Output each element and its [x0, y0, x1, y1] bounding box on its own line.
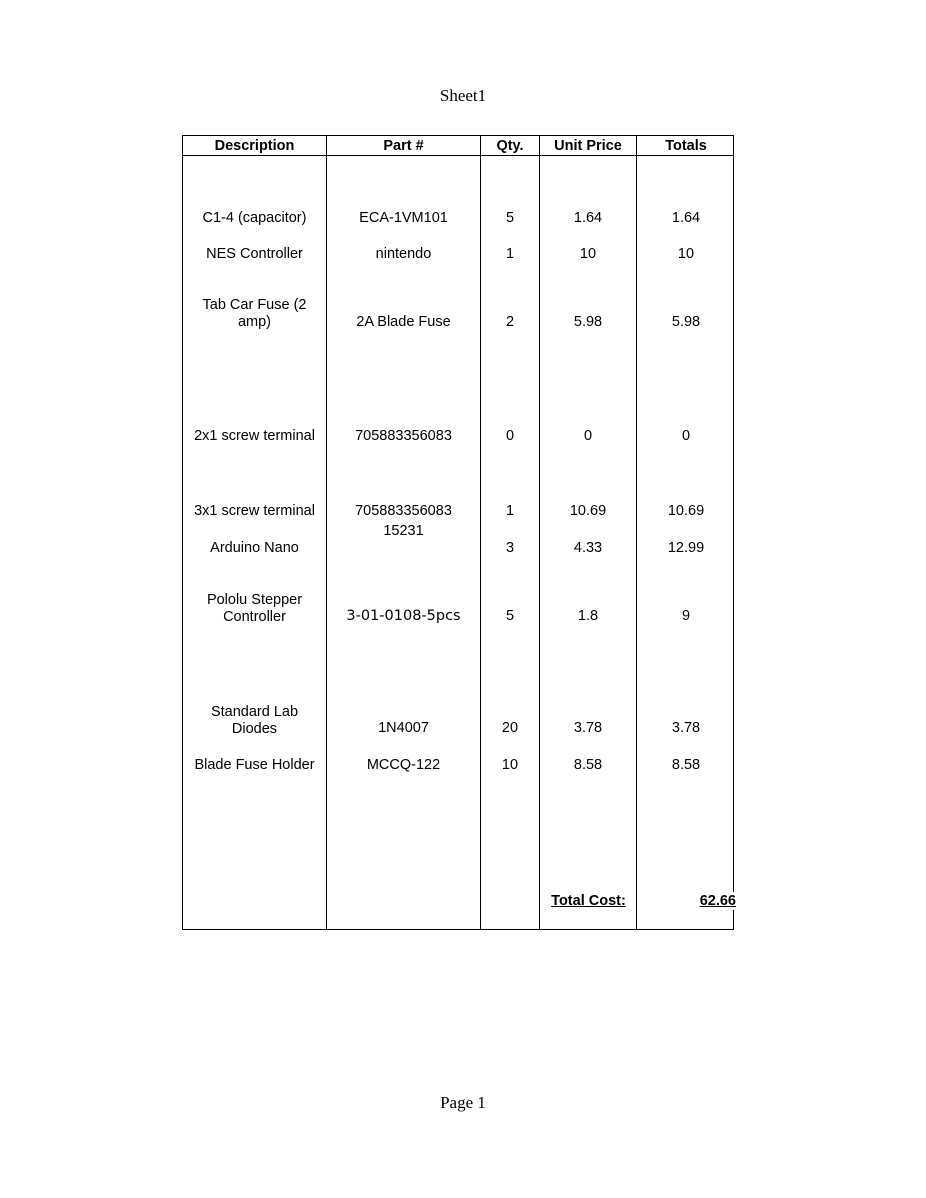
cell-description: Arduino Nano	[210, 540, 299, 556]
cell-part: 3-01-0108-5pcs	[346, 608, 461, 624]
cell-unit-price: 1.64	[573, 210, 603, 226]
cell-unit-price: 8.58	[573, 757, 603, 773]
parts-table	[182, 135, 734, 930]
cell-total: 8.58	[671, 757, 701, 773]
cell-part: 15231	[383, 523, 424, 539]
cell-part: 1N4007	[378, 720, 429, 736]
cell-part: ECA-1VM101	[359, 210, 448, 226]
column-header-unit-price: Unit Price	[554, 138, 622, 154]
page-number: Page 1	[440, 1093, 486, 1112]
cell-part: nintendo	[375, 246, 432, 262]
total-cost-label: Total Cost:	[551, 893, 626, 909]
cell-unit-price: 4.33	[573, 540, 603, 556]
cell-unit-price: 1.8	[577, 608, 599, 624]
cell-total: 10.69	[667, 503, 705, 519]
cell-total: 1.64	[671, 210, 701, 226]
header-divider	[183, 155, 733, 156]
column-header-description: Description	[214, 138, 295, 154]
cell-unit-price: 5.98	[573, 314, 603, 330]
cell-unit-price: 0	[583, 428, 593, 444]
cell-description: Pololu Stepper Controller	[206, 592, 303, 625]
total-cost-value: 62.66	[638, 892, 736, 910]
cell-unit-price: 10	[579, 246, 597, 262]
cell-part: 2A Blade Fuse	[356, 314, 451, 330]
cell-total: 9	[681, 608, 691, 624]
cell-part: MCCQ-122	[366, 757, 441, 773]
cell-qty: 3	[505, 540, 515, 556]
cell-total: 3.78	[671, 720, 701, 736]
cell-total: 12.99	[667, 540, 705, 556]
cell-total: 10	[677, 246, 695, 262]
cell-qty: 0	[505, 428, 515, 444]
cell-qty: 5	[505, 210, 515, 226]
column-header-part: Part #	[383, 138, 424, 154]
cell-unit-price: 10.69	[569, 503, 607, 519]
cell-qty: 5	[505, 608, 515, 624]
cell-description: Blade Fuse Holder	[194, 757, 315, 773]
cell-description: 2x1 screw terminal	[194, 428, 315, 444]
column-header-totals: Totals	[665, 138, 707, 154]
cell-qty: 1	[505, 503, 515, 519]
cell-description: Tab Car Fuse (2 amp)	[202, 297, 307, 330]
cell-total: 0	[681, 428, 691, 444]
sheet-title: Sheet1	[439, 86, 487, 105]
cell-qty: 2	[505, 314, 515, 330]
cell-total: 5.98	[671, 314, 701, 330]
cell-description: C1-4 (capacitor)	[202, 210, 307, 226]
cell-description: NES Controller	[206, 246, 303, 262]
cell-qty: 1	[505, 246, 515, 262]
column-header-qty: Qty.	[496, 138, 524, 154]
cell-description: Standard Lab Diodes	[210, 704, 299, 737]
cell-part: 705883356083	[355, 428, 452, 444]
cell-unit-price: 3.78	[573, 720, 603, 736]
cell-qty: 10	[501, 757, 519, 773]
cell-part: 705883356083	[355, 503, 452, 519]
cell-qty: 20	[501, 720, 519, 736]
cell-description: 3x1 screw terminal	[194, 503, 315, 519]
